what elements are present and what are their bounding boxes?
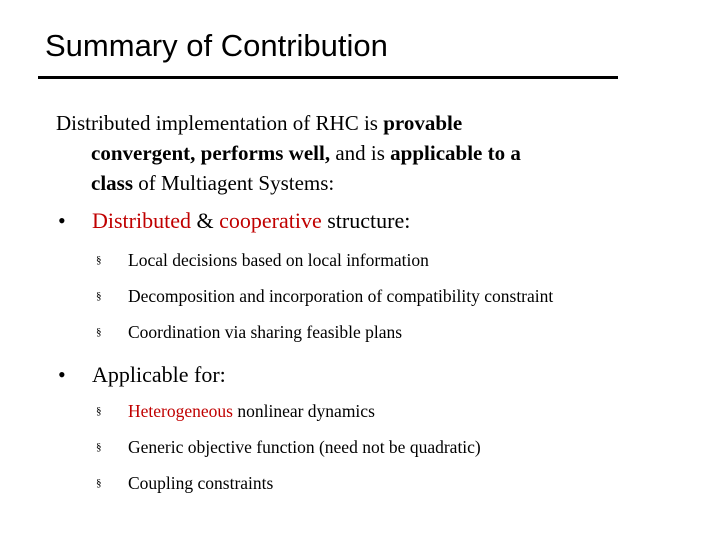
intro-bold-applicable: applicable to a	[390, 141, 521, 165]
sub-item-local-decisions	[96, 250, 429, 271]
intro-text-1: Distributed implementation of RHC is	[56, 111, 384, 135]
intro-bold-convergent: convergent, performs well,	[91, 141, 331, 165]
sub-item-coordination	[96, 322, 402, 343]
bullet-structure-cooperative: cooperative	[219, 208, 322, 233]
sub-item-text: Decomposition and incorporation of compatibility constraint	[128, 286, 554, 306]
bullet-marker: •	[58, 362, 66, 387]
intro-bold-class: class	[91, 171, 133, 195]
bullet-structure-rest: structure:	[321, 208, 411, 233]
sub-item-text: Coordination via sharing feasible plans	[128, 322, 403, 342]
intro-paragraph	[56, 108, 616, 198]
sub-marker: §	[96, 254, 102, 266]
sub-item-text: Local decisions based on local information	[128, 250, 429, 270]
sub-item-decomposition	[96, 286, 553, 307]
intro-text-2: and is	[330, 141, 391, 165]
sub-marker: §	[96, 290, 102, 302]
bullet-applicable-label: Applicable for:	[92, 362, 226, 387]
sub-item-text: Generic objective function (need not be quadratic)	[128, 437, 481, 457]
sub-marker: §	[96, 441, 102, 453]
sub-marker: §	[96, 405, 102, 417]
sub-item-text: Coupling constraints	[128, 473, 274, 493]
sub-marker: §	[96, 326, 102, 338]
sub-item-objective	[96, 437, 481, 458]
sub-item-heterogeneous	[96, 401, 375, 422]
intro-text-3: of Multiagent Systems:	[133, 171, 335, 195]
bullet-structure-distributed: Distributed	[92, 208, 191, 233]
intro-bold-provable: provable	[383, 111, 463, 135]
sub-item-heterogeneous-red: Heterogeneous	[128, 401, 233, 421]
bullet-applicable	[58, 362, 226, 388]
slide-title: Summary of Contribution	[45, 28, 388, 63]
bullet-marker: •	[58, 208, 66, 233]
title-underline	[38, 76, 618, 79]
sub-item-coupling	[96, 473, 273, 494]
bullet-structure-amp: &	[191, 208, 220, 233]
sub-marker: §	[96, 477, 102, 489]
sub-item-heterogeneous-rest: nonlinear dynamics	[232, 401, 375, 421]
bullet-structure	[58, 208, 410, 234]
